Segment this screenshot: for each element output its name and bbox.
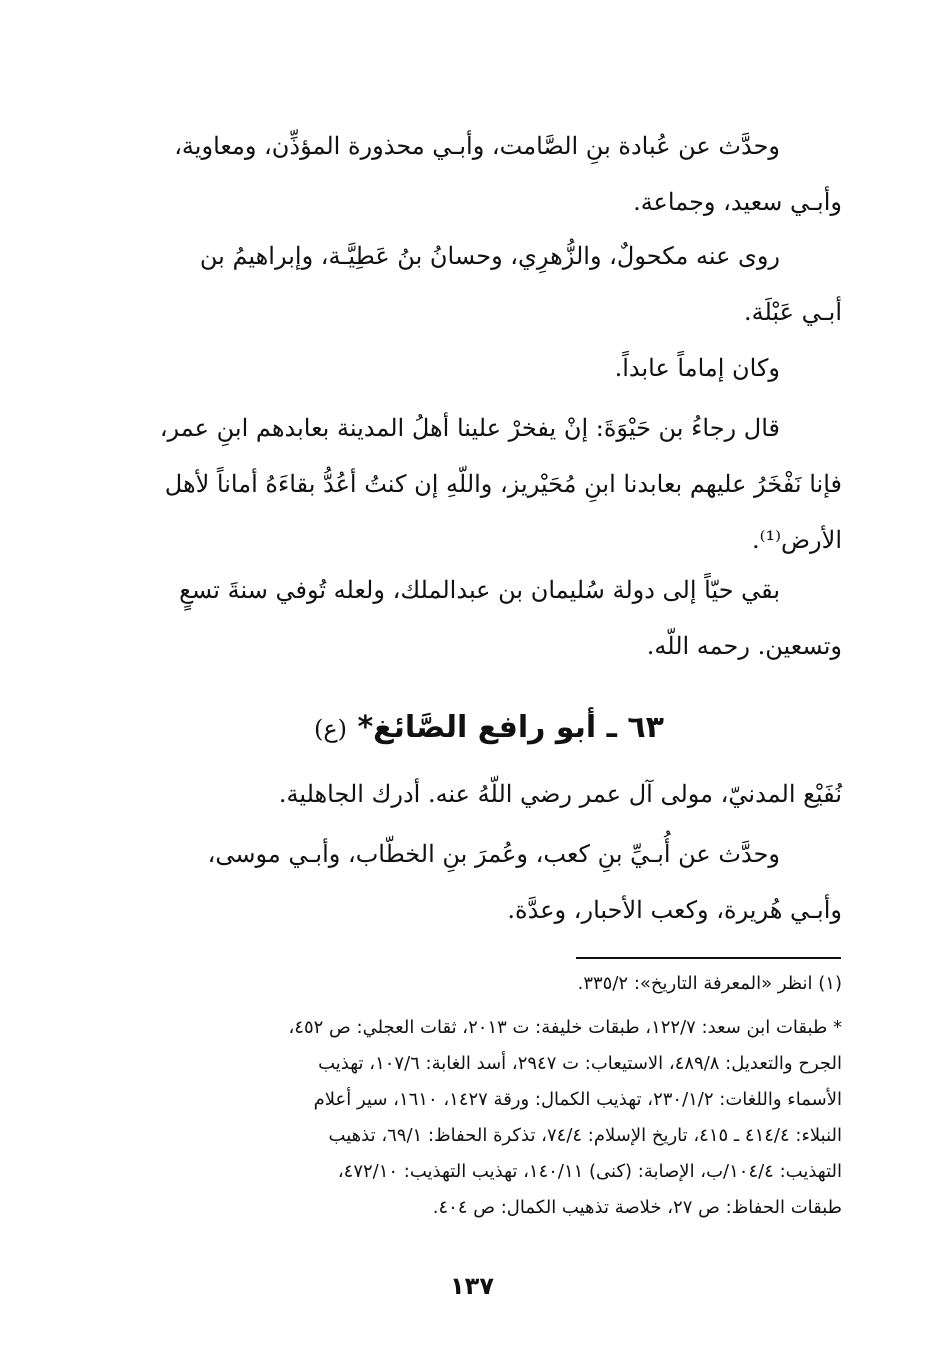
footnote-line: النبلاء: ٤١٤/٤ ـ ٤١٥، تاريخ الإسلام: ٧٤/٤، تذكرة الحفاظ: ٦٩/١، تذهيب [328, 1125, 842, 1146]
footnote-line: * طبقات ابن سعد: ١٢٢/٧، طبقات خليفة: ت ٢٠١٣، ثقات العجلي: ص ٤٥٢، [288, 1017, 842, 1038]
paragraph-description [142, 340, 842, 396]
page-number: ١٣٧ [450, 1272, 494, 1300]
footnote-line: التهذيب: ١٠٤/٤/ب، الإصابة: (كنى) ١٤٠/١١، تهذيب التهذيب: ٤٧٢/١٠، [337, 1161, 842, 1182]
paragraph-narrated-from-2 [142, 826, 842, 938]
text-line: فإنا نَفْخَرُ عليهم بعابدنا ابنِ مُحَيْريز، واللّهِ إن كنتُ أعُدُّ بقاءَهُ أماناً لأهل [164, 470, 842, 498]
text-line: الأرض⁽¹⁾. [751, 526, 842, 554]
footnote-divider [576, 957, 841, 959]
footnote-line: (١) انظر «المعرفة التاريخ»: ٣٣٥/٢. [577, 973, 842, 994]
text-line: روى عنه مكحولٌ، والزُّهرِي، وحسانُ بنُ عَطِيَّـة، وإبراهيمُ بن [199, 242, 780, 270]
entry-number: ٦٣ ـ [606, 710, 664, 745]
entry-symbol: (ع) [313, 715, 347, 743]
text-line: وحدَّث عن أُبـيِّ بنِ كعب، وعُمرَ بنِ الخطّاب، وأبـي موسى، [207, 840, 780, 868]
text-line: وأبـي سعيد، وجماعة. [633, 188, 842, 216]
footnote-line: الأسماء واللغات: ٢٣٠/١/٢، تهذيب الكمال: ورقة ١٤٢٧، ١٦١٠، سير أعلام [313, 1089, 842, 1110]
footnote-1 [142, 966, 842, 1002]
footnote-line: طبقات الحفاظ: ص ٢٧، خلاصة تذهيب الكمال: ص ٤٠٤. [432, 1197, 842, 1218]
text-line: وكان إماماً عابداً. [614, 354, 780, 382]
paragraph-narrated-from [142, 118, 842, 230]
paragraph-death [142, 562, 842, 674]
text-line: وحدَّث عن عُبادة بنِ الصَّامت، وأبـي محذورة المؤذِّن، ومعاوية، [174, 132, 780, 160]
footnote-line: الجرح والتعديل: ٤٨٩/٨، الاستيعاب: ت ٢٩٤٧، أسد الغابة: ١٠٧/٦، تهذيب [318, 1053, 842, 1074]
entry-heading [314, 700, 664, 757]
entry-name: أبو رافع الصَّائغ* [357, 710, 597, 745]
text-line: وتسعين. رحمه اللّه. [646, 632, 842, 660]
text-line: بقي حيّاً إلى دولة سُليمان بن عبدالملك، ولعله تُوفي سنةَ تسعٍ [179, 576, 780, 604]
paragraph-quote [142, 400, 842, 568]
text-line: نُفَيْع المدنيّ، مولى آل عمر رضي اللّهُ عنه. أدرك الجاهلية. [278, 780, 842, 808]
text-line: أبـي عَبْلَة. [743, 298, 842, 326]
footnote-sources [142, 1010, 842, 1226]
text-line: وأبـي هُريرة، وكعب الأحبار، وعدَّة. [507, 896, 842, 924]
text-line: قال رجاءُ بن حَيْوَةَ: إنْ يفخرْ علينا أهلُ المدينة بعابدهم ابنِ عمر، [159, 414, 780, 442]
paragraph-identity [142, 766, 842, 822]
paragraph-narrated-by [142, 228, 842, 340]
